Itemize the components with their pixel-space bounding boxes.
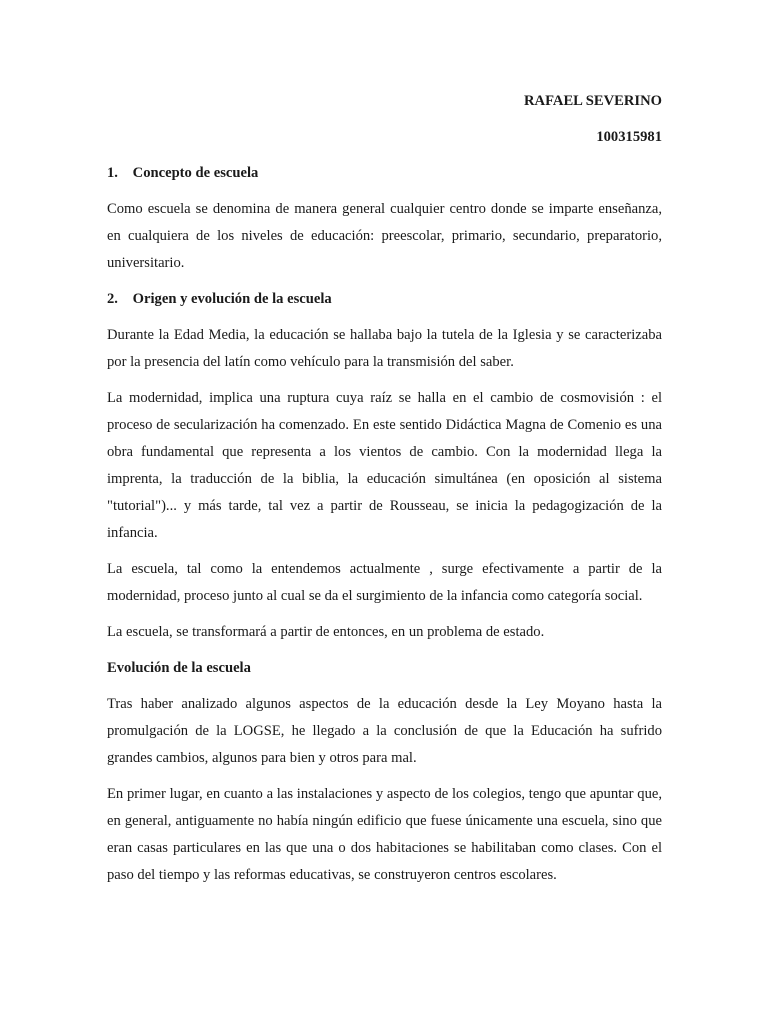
paragraph: La modernidad, implica una ruptura cuya raíz se halla en el cambio de cosmovisión : el proceso de secularización ha comenzado. En este sentido Didáctica Magna de Comenio es una obra fundamental que representa a los vientos de cambio. Con la modernidad llega la imprenta, la traducción de la biblia, la educación simultánea (en oposición al sistema "tutorial")... y más tarde, tal vez a partir de Rousseau, se inicia la pedagogización de la infancia. [107, 390, 662, 541]
section-number: 2. [107, 291, 118, 307]
paragraph: En primer lugar, en cuanto a las instalaciones y aspecto de los colegios, tengo que apuntar que, en general, antiguamente no había ningún edificio que fuese únicamente una escuela, sino que eran casas particulares en las que una o dos habitaciones se habilitaban como clases. Con el paso del tiempo y las reformas educativas, se construyeron centros escolares. [107, 786, 662, 883]
paragraph: Durante la Edad Media, la educación se hallaba bajo la tutela de la Iglesia y se caracterizaba por la presencia del latín como vehículo para la transmisión del saber. [107, 327, 662, 370]
document-body [107, 88, 662, 898]
student-id: 100315981 [596, 129, 662, 145]
paragraph: Tras haber analizado algunos aspectos de la educación desde la Ley Moyano hasta la promulgación de la LOGSE, he llegado a la conclusión de que la Educación ha sufrido grandes cambios, algunos para bien y otros para mal. [107, 696, 662, 766]
section-heading-origen [107, 286, 662, 313]
section-title: Concepto de escuela [132, 165, 259, 181]
section-heading-concepto [107, 160, 662, 187]
paragraph: La escuela, se transformará a partir de entonces, en un problema de estado. [107, 624, 545, 640]
paragraph: La escuela, tal como la entendemos actualmente , surge efectivamente a partir de la modernidad, proceso junto al cual se da el surgimiento de la infancia como categoría social. [107, 561, 662, 604]
section-title: Evolución de la escuela [107, 660, 251, 676]
section-title: Origen y evolución de la escuela [132, 291, 332, 307]
paragraph: Como escuela se denomina de manera general cualquier centro donde se imparte enseñanza, en cualquiera de los niveles de educación: preescolar, primario, secundario, preparatorio, universitario. [107, 201, 662, 271]
section-number: 1. [107, 165, 118, 181]
section-heading-evolucion [107, 655, 662, 682]
author-name: RAFAEL SEVERINO [524, 93, 662, 109]
